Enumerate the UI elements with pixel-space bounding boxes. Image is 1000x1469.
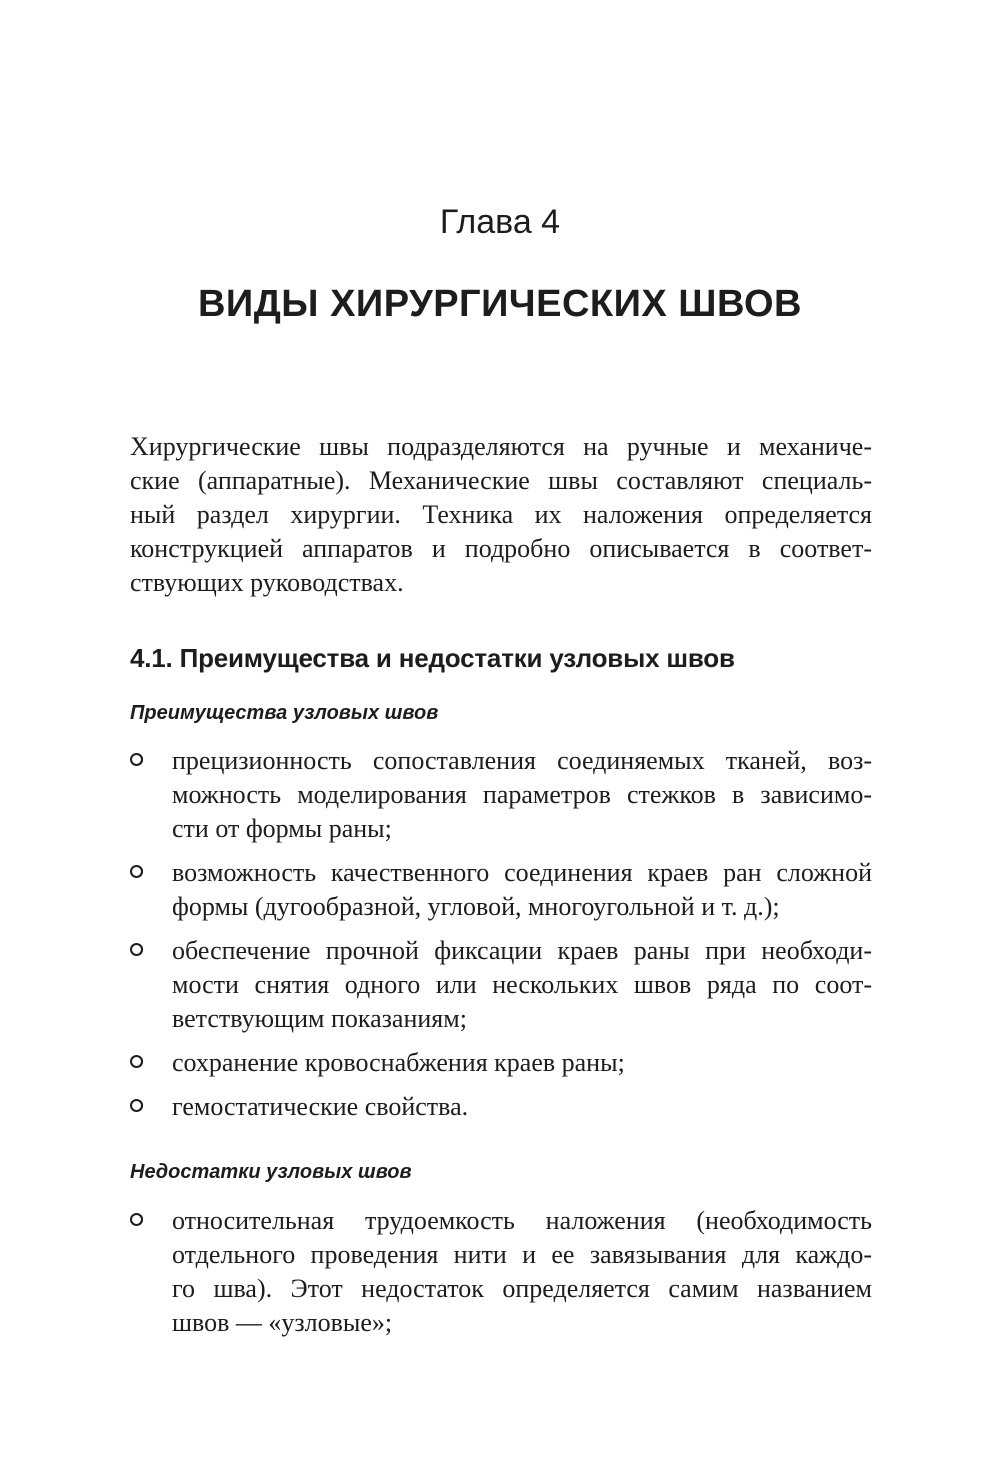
list-item — [130, 1204, 872, 1340]
list-item — [130, 856, 872, 924]
circle-bullet-icon — [130, 753, 143, 766]
item-line: обеспечение прочной фиксации краев раны при необходи- — [172, 936, 872, 965]
disadvantages-list — [130, 1204, 872, 1350]
list-item — [130, 1046, 872, 1080]
item-line: формы (дугообразной, угловой, многоугольной и т. д.); — [172, 892, 780, 921]
advantages-list — [130, 744, 872, 1134]
chapter-title: ВИДЫ ХИРУРГИЧЕСКИХ ШВОВ — [197, 283, 802, 325]
item-line: гемостатические свойства. — [172, 1092, 469, 1121]
chapter-label: Глава 4 — [439, 203, 561, 241]
item-line: можность моделирования параметров стежков в зависимо- — [172, 780, 872, 809]
section-heading: 4.1. Преимущества и недостатки узловых швов — [130, 643, 735, 673]
circle-bullet-icon — [130, 1213, 143, 1226]
circle-bullet-icon — [130, 1055, 143, 1068]
list-item — [130, 1090, 872, 1124]
advantages-heading: Преимущества узловых швов — [130, 702, 439, 724]
intro-line: ствующих руководствах. — [130, 568, 404, 597]
circle-bullet-icon — [130, 943, 143, 956]
intro-line: ские (аппаратные). Механические швы составляют специаль- — [130, 466, 872, 495]
circle-bullet-icon — [130, 1099, 143, 1112]
intro-line: Хирургические швы подразделяются на ручные и механиче- — [130, 432, 872, 461]
disadvantages-heading: Недостатки узловых швов — [130, 1161, 412, 1183]
item-line: относительная трудоемкость наложения (необходимость — [172, 1206, 872, 1235]
item-line: мости снятия одного или нескольких швов ряда по соот- — [172, 970, 872, 999]
item-line: прецизионность сопоставления соединяемых тканей, воз- — [172, 746, 872, 775]
item-line: отдельного проведения нити и ее завязывания для каждо- — [172, 1240, 872, 1269]
item-line: го шва). Этот недостаток определяется самим названием — [172, 1274, 872, 1303]
item-line: сти от формы раны; — [172, 814, 392, 843]
intro-paragraph — [130, 430, 872, 600]
item-line: возможность качественного соединения краев ран сложной — [172, 858, 872, 887]
item-line: сохранение кровоснабжения краев раны; — [172, 1048, 625, 1077]
circle-bullet-icon — [130, 865, 143, 878]
intro-line: ный раздел хирургии. Техника их наложения определяется — [130, 500, 872, 529]
list-item — [130, 934, 872, 1036]
item-line: швов — «узловые»; — [172, 1308, 393, 1337]
intro-line: конструкцией аппаратов и подробно описывается в соответ- — [130, 534, 872, 563]
list-item — [130, 744, 872, 846]
item-line: ветствующим показаниям; — [172, 1004, 467, 1033]
